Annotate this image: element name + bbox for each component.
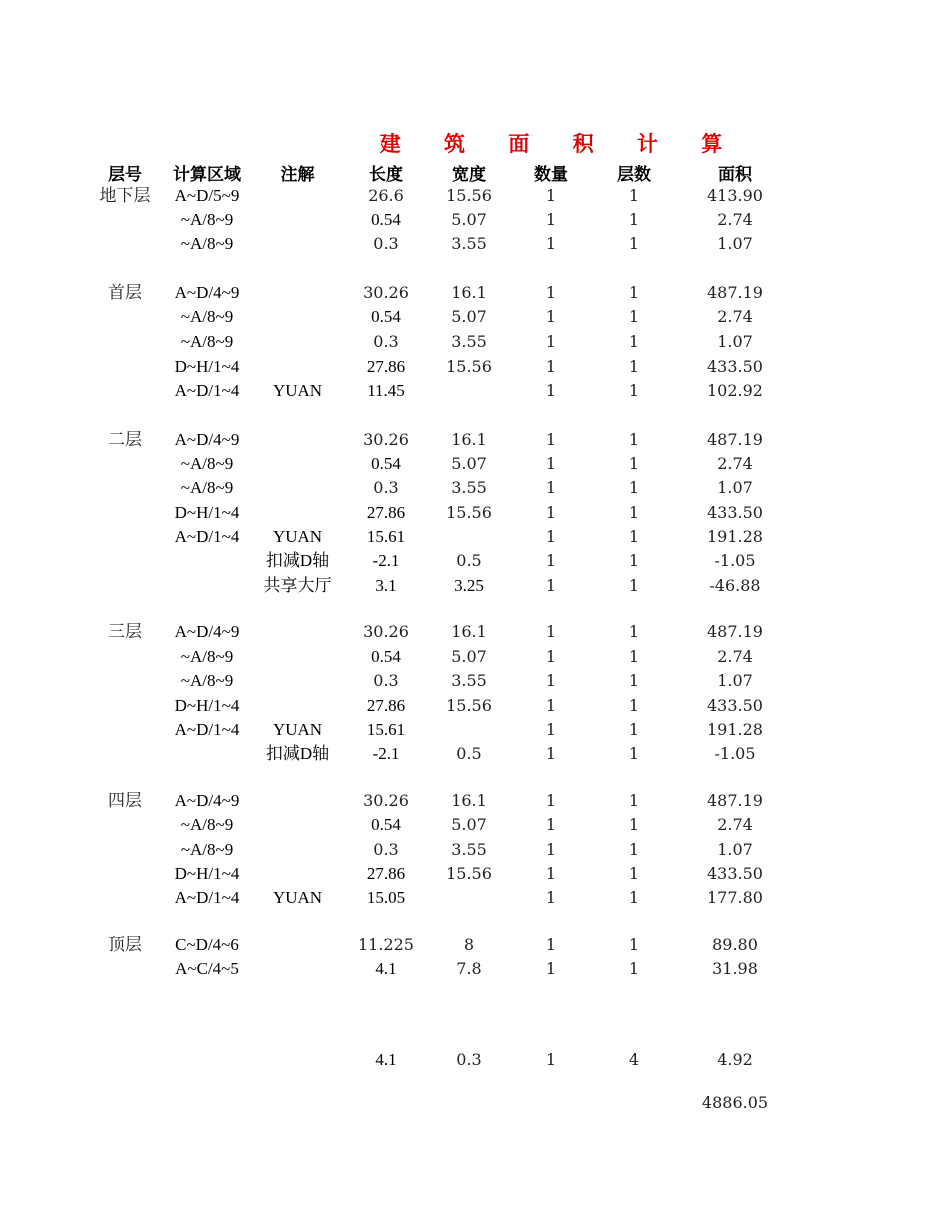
row-length: 27.86 bbox=[366, 357, 406, 376]
table-row bbox=[0, 305, 950, 329]
row-layer-label: 顶层 bbox=[108, 935, 142, 955]
row-quantity: 1 bbox=[545, 959, 557, 978]
row-result-area: 433.50 bbox=[707, 864, 763, 883]
row-layer-label bbox=[90, 305, 160, 329]
header-length: 长度 bbox=[369, 165, 403, 185]
row-area-label: ~A/8~9 bbox=[180, 307, 234, 326]
row-width: 5.07 bbox=[451, 210, 487, 229]
row-area-label: A~D/4~9 bbox=[174, 622, 240, 641]
row-quantity: 1 bbox=[545, 888, 557, 907]
row-area-label: A~D/1~4 bbox=[174, 381, 240, 400]
row-quantity: 1 bbox=[545, 791, 557, 810]
row-area-label: A~D/4~9 bbox=[174, 791, 240, 810]
row-layer-label bbox=[90, 813, 160, 837]
row-layer-label: 四层 bbox=[108, 791, 142, 811]
row-area-label: A~D/4~9 bbox=[174, 283, 240, 302]
row-note: 共享大厅 bbox=[263, 576, 332, 595]
row-length: 11.225 bbox=[358, 935, 414, 954]
row-result-area: 1.07 bbox=[717, 671, 753, 690]
row-result-area: 2.74 bbox=[717, 647, 753, 666]
row-note: 扣减D轴 bbox=[265, 551, 330, 570]
table-row bbox=[0, 549, 950, 573]
table-row bbox=[0, 330, 950, 354]
table-row bbox=[0, 645, 950, 669]
row-width: 16.1 bbox=[451, 791, 487, 810]
table-row bbox=[0, 1048, 950, 1072]
row-quantity: 1 bbox=[545, 357, 557, 376]
row-note bbox=[255, 476, 340, 500]
row-floors: 1 bbox=[628, 332, 640, 351]
row-width: 16.1 bbox=[451, 430, 487, 449]
row-length: 0.3 bbox=[373, 671, 399, 690]
row-note bbox=[255, 501, 340, 525]
table-row bbox=[0, 620, 950, 644]
row-width: 15.56 bbox=[446, 864, 492, 883]
row-floors: 1 bbox=[628, 935, 640, 954]
row-quantity: 1 bbox=[545, 935, 557, 954]
row-area-label: D~H/1~4 bbox=[174, 357, 240, 376]
row-area-label: D~H/1~4 bbox=[174, 696, 240, 715]
row-width: 5.07 bbox=[451, 454, 487, 473]
row-width: 5.07 bbox=[451, 647, 487, 666]
row-layer-label bbox=[90, 549, 160, 573]
row-layer-label bbox=[90, 330, 160, 354]
row-area-label: A~D/1~4 bbox=[174, 720, 240, 739]
row-floors: 1 bbox=[628, 720, 640, 739]
row-width: 15.56 bbox=[446, 357, 492, 376]
row-floors: 1 bbox=[628, 381, 640, 400]
row-layer-label bbox=[90, 501, 160, 525]
row-width: 3.55 bbox=[451, 671, 487, 690]
header-quantity: 数量 bbox=[534, 165, 568, 185]
row-result-area: 487.19 bbox=[707, 622, 763, 641]
row-length: 27.86 bbox=[366, 864, 406, 883]
row-width: 8 bbox=[463, 935, 475, 954]
row-area-label: ~A/8~9 bbox=[180, 815, 234, 834]
row-floors: 1 bbox=[628, 840, 640, 859]
row-note bbox=[255, 1048, 340, 1072]
row-quantity: 1 bbox=[545, 744, 557, 763]
row-result-area: 102.92 bbox=[707, 381, 763, 400]
row-area-label: ~A/8~9 bbox=[180, 234, 234, 253]
row-area-label bbox=[162, 1048, 252, 1072]
header-area: 计算区域 bbox=[173, 165, 241, 185]
row-floors: 1 bbox=[628, 307, 640, 326]
row-floors: 1 bbox=[628, 647, 640, 666]
row-length: 15.61 bbox=[366, 720, 406, 739]
grand-total: 4886.05 bbox=[701, 1093, 769, 1112]
row-note bbox=[255, 330, 340, 354]
row-result-area: 1.07 bbox=[717, 332, 753, 351]
row-note bbox=[255, 355, 340, 379]
table-row bbox=[0, 813, 950, 837]
table-row bbox=[0, 355, 950, 379]
row-length: 0.54 bbox=[371, 815, 401, 834]
row-width bbox=[428, 379, 510, 403]
table-row bbox=[0, 525, 950, 549]
row-floors: 1 bbox=[628, 959, 640, 978]
table-row bbox=[0, 742, 950, 766]
row-width bbox=[428, 525, 510, 549]
row-floors: 1 bbox=[628, 234, 640, 253]
row-area-label: A~D/1~4 bbox=[174, 527, 240, 546]
row-length: 30.26 bbox=[363, 791, 409, 810]
row-result-area: -1.05 bbox=[714, 744, 756, 763]
row-quantity: 1 bbox=[545, 551, 557, 570]
row-floors: 4 bbox=[628, 1050, 640, 1069]
row-note bbox=[255, 184, 340, 208]
row-quantity: 1 bbox=[545, 840, 557, 859]
table-row bbox=[0, 184, 950, 208]
header-floors: 层数 bbox=[617, 165, 651, 185]
row-layer-label bbox=[90, 208, 160, 232]
row-layer-label: 三层 bbox=[108, 622, 142, 642]
row-result-area: 487.19 bbox=[707, 430, 763, 449]
row-result-area: 413.90 bbox=[707, 186, 763, 205]
row-width: 5.07 bbox=[451, 815, 487, 834]
row-floors: 1 bbox=[628, 744, 640, 763]
row-quantity: 1 bbox=[545, 720, 557, 739]
row-floors: 1 bbox=[628, 864, 640, 883]
table-row bbox=[0, 838, 950, 862]
row-floors: 1 bbox=[628, 430, 640, 449]
row-layer-label: 二层 bbox=[108, 430, 142, 450]
row-width: 3.25 bbox=[454, 576, 484, 595]
table-row bbox=[0, 281, 950, 305]
row-result-area: 177.80 bbox=[707, 888, 763, 907]
table-row bbox=[0, 574, 950, 598]
row-floors: 1 bbox=[628, 576, 640, 595]
row-layer-label bbox=[90, 476, 160, 500]
row-note bbox=[255, 669, 340, 693]
row-width bbox=[428, 886, 510, 910]
row-floors: 1 bbox=[628, 671, 640, 690]
row-note bbox=[255, 232, 340, 256]
table-row bbox=[0, 789, 950, 813]
row-width: 0.5 bbox=[456, 744, 482, 763]
row-result-area: 191.28 bbox=[707, 527, 763, 546]
row-length: 27.86 bbox=[366, 696, 406, 715]
row-width: 3.55 bbox=[451, 478, 487, 497]
row-result-area: 4.92 bbox=[717, 1050, 753, 1069]
table-row bbox=[0, 428, 950, 452]
row-area-label bbox=[162, 549, 252, 573]
row-width: 3.55 bbox=[451, 234, 487, 253]
row-result-area: 2.74 bbox=[717, 210, 753, 229]
row-quantity: 1 bbox=[545, 503, 557, 522]
row-result-area: 487.19 bbox=[707, 791, 763, 810]
row-note: YUAN bbox=[272, 381, 323, 400]
row-layer-label bbox=[90, 525, 160, 549]
row-note bbox=[255, 789, 340, 813]
row-width: 0.5 bbox=[456, 551, 482, 570]
row-layer-label bbox=[90, 694, 160, 718]
row-area-label: ~A/8~9 bbox=[180, 647, 234, 666]
table-row bbox=[0, 694, 950, 718]
row-layer-label bbox=[90, 355, 160, 379]
row-layer-label bbox=[90, 957, 160, 981]
row-result-area: -1.05 bbox=[714, 551, 756, 570]
row-floors: 1 bbox=[628, 551, 640, 570]
row-length: 11.45 bbox=[367, 381, 405, 400]
row-quantity: 1 bbox=[545, 1050, 557, 1069]
row-width: 15.56 bbox=[446, 186, 492, 205]
row-note bbox=[255, 208, 340, 232]
row-quantity: 1 bbox=[545, 430, 557, 449]
row-quantity: 1 bbox=[545, 478, 557, 497]
row-area-label: ~A/8~9 bbox=[180, 454, 234, 473]
row-length: 4.1 bbox=[375, 959, 397, 978]
row-length: 0.3 bbox=[373, 840, 399, 859]
row-result-area: 433.50 bbox=[707, 357, 763, 376]
row-layer-label bbox=[90, 862, 160, 886]
row-floors: 1 bbox=[628, 527, 640, 546]
header-result-area: 面积 bbox=[718, 165, 752, 185]
row-area-label: ~A/8~9 bbox=[180, 840, 234, 859]
row-layer-label bbox=[90, 232, 160, 256]
row-note: YUAN bbox=[272, 527, 323, 546]
table-row bbox=[0, 957, 950, 981]
row-quantity: 1 bbox=[545, 622, 557, 641]
row-length: 0.3 bbox=[373, 332, 399, 351]
table-row bbox=[0, 669, 950, 693]
row-length: 0.54 bbox=[371, 307, 401, 326]
header-width: 宽度 bbox=[452, 165, 486, 185]
row-width: 16.1 bbox=[451, 283, 487, 302]
row-layer-label bbox=[90, 669, 160, 693]
row-width: 15.56 bbox=[446, 503, 492, 522]
row-note bbox=[255, 694, 340, 718]
row-length: 3.1 bbox=[375, 576, 397, 595]
row-floors: 1 bbox=[628, 888, 640, 907]
row-layer-label bbox=[90, 742, 160, 766]
row-area-label: A~C/4~5 bbox=[175, 959, 239, 978]
row-result-area: 31.98 bbox=[712, 959, 758, 978]
row-result-area: 2.74 bbox=[717, 307, 753, 326]
row-width: 16.1 bbox=[451, 622, 487, 641]
row-quantity: 1 bbox=[545, 210, 557, 229]
row-note bbox=[255, 933, 340, 957]
row-length: 26.6 bbox=[368, 186, 404, 205]
row-quantity: 1 bbox=[545, 527, 557, 546]
row-area-label: ~A/8~9 bbox=[180, 478, 234, 497]
row-note bbox=[255, 862, 340, 886]
row-length: 0.54 bbox=[371, 647, 401, 666]
row-layer-label bbox=[90, 452, 160, 476]
sheet-title: 建 筑 面 积 计 算 bbox=[379, 131, 741, 156]
row-quantity: 1 bbox=[545, 815, 557, 834]
row-length: 15.05 bbox=[366, 888, 406, 907]
row-floors: 1 bbox=[628, 454, 640, 473]
row-note bbox=[255, 428, 340, 452]
row-quantity: 1 bbox=[545, 647, 557, 666]
row-note: 扣减D轴 bbox=[265, 744, 330, 763]
row-width: 7.8 bbox=[456, 959, 482, 978]
row-quantity: 1 bbox=[545, 307, 557, 326]
row-area-label: A~D/4~9 bbox=[174, 430, 240, 449]
row-length: 0.3 bbox=[373, 478, 399, 497]
row-layer-label: 首层 bbox=[108, 283, 142, 303]
row-note bbox=[255, 620, 340, 644]
row-result-area: 433.50 bbox=[707, 696, 763, 715]
row-floors: 1 bbox=[628, 791, 640, 810]
table-row bbox=[0, 862, 950, 886]
table-row bbox=[0, 476, 950, 500]
row-layer-label bbox=[90, 718, 160, 742]
row-result-area: 191.28 bbox=[707, 720, 763, 739]
row-length: 4.1 bbox=[375, 1050, 397, 1069]
row-result-area: 1.07 bbox=[717, 234, 753, 253]
row-width: 5.07 bbox=[451, 307, 487, 326]
row-quantity: 1 bbox=[545, 186, 557, 205]
row-result-area: 1.07 bbox=[717, 478, 753, 497]
row-quantity: 1 bbox=[545, 864, 557, 883]
row-length: 0.54 bbox=[371, 454, 401, 473]
row-note bbox=[255, 838, 340, 862]
row-length: 0.54 bbox=[371, 210, 401, 229]
row-result-area: 433.50 bbox=[707, 503, 763, 522]
row-width bbox=[428, 718, 510, 742]
row-layer-label bbox=[90, 645, 160, 669]
table-row bbox=[0, 933, 950, 957]
row-quantity: 1 bbox=[545, 454, 557, 473]
row-note bbox=[255, 813, 340, 837]
row-result-area: 2.74 bbox=[717, 815, 753, 834]
table-row bbox=[0, 452, 950, 476]
row-area-label bbox=[162, 742, 252, 766]
row-note bbox=[255, 645, 340, 669]
table-row bbox=[0, 718, 950, 742]
row-length: 30.26 bbox=[363, 283, 409, 302]
row-quantity: 1 bbox=[545, 332, 557, 351]
row-result-area: 2.74 bbox=[717, 454, 753, 473]
row-result-area: -46.88 bbox=[709, 576, 761, 595]
row-quantity: 1 bbox=[545, 234, 557, 253]
row-floors: 1 bbox=[628, 283, 640, 302]
row-result-area: 89.80 bbox=[712, 935, 758, 954]
row-length: -2.1 bbox=[372, 744, 400, 763]
table-row bbox=[0, 379, 950, 403]
row-floors: 1 bbox=[628, 622, 640, 641]
row-length: 15.61 bbox=[366, 527, 406, 546]
row-area-label: C~D/4~6 bbox=[175, 935, 239, 954]
row-area-label bbox=[162, 574, 252, 598]
row-result-area: 487.19 bbox=[707, 283, 763, 302]
row-length: 30.26 bbox=[363, 622, 409, 641]
row-area-label: ~A/8~9 bbox=[180, 332, 234, 351]
row-layer-label bbox=[90, 574, 160, 598]
row-note: YUAN bbox=[272, 888, 323, 907]
header-note: 注解 bbox=[280, 165, 315, 185]
row-note bbox=[255, 957, 340, 981]
row-quantity: 1 bbox=[545, 696, 557, 715]
row-quantity: 1 bbox=[545, 671, 557, 690]
row-floors: 1 bbox=[628, 210, 640, 229]
row-floors: 1 bbox=[628, 478, 640, 497]
row-area-label: ~A/8~9 bbox=[180, 671, 234, 690]
row-note: YUAN bbox=[272, 720, 323, 739]
row-layer-label bbox=[90, 1048, 160, 1072]
header-layer: 层号 bbox=[108, 165, 142, 185]
row-length: 27.86 bbox=[366, 503, 406, 522]
row-area-label: A~D/5~9 bbox=[174, 186, 240, 205]
row-note bbox=[255, 281, 340, 305]
row-layer-label: 地下层 bbox=[99, 186, 151, 206]
row-floors: 1 bbox=[628, 357, 640, 376]
row-area-label: ~A/8~9 bbox=[180, 210, 234, 229]
row-note bbox=[255, 305, 340, 329]
row-area-label: A~D/1~4 bbox=[174, 888, 240, 907]
row-length: 0.3 bbox=[373, 234, 399, 253]
table-row bbox=[0, 886, 950, 910]
row-width: 3.55 bbox=[451, 840, 487, 859]
row-layer-label bbox=[90, 886, 160, 910]
row-area-label: D~H/1~4 bbox=[174, 864, 240, 883]
row-floors: 1 bbox=[628, 503, 640, 522]
row-quantity: 1 bbox=[545, 283, 557, 302]
row-floors: 1 bbox=[628, 815, 640, 834]
table-row bbox=[0, 501, 950, 525]
row-width: 0.3 bbox=[456, 1050, 482, 1069]
row-area-label: D~H/1~4 bbox=[174, 503, 240, 522]
row-layer-label bbox=[90, 379, 160, 403]
row-result-area: 1.07 bbox=[717, 840, 753, 859]
row-layer-label bbox=[90, 838, 160, 862]
table-row bbox=[0, 232, 950, 256]
row-floors: 1 bbox=[628, 696, 640, 715]
table-row bbox=[0, 208, 950, 232]
row-length: 30.26 bbox=[363, 430, 409, 449]
row-note bbox=[255, 452, 340, 476]
row-quantity: 1 bbox=[545, 576, 557, 595]
row-floors: 1 bbox=[628, 186, 640, 205]
row-quantity: 1 bbox=[545, 381, 557, 400]
row-width: 15.56 bbox=[446, 696, 492, 715]
row-length: -2.1 bbox=[372, 551, 400, 570]
row-width: 3.55 bbox=[451, 332, 487, 351]
